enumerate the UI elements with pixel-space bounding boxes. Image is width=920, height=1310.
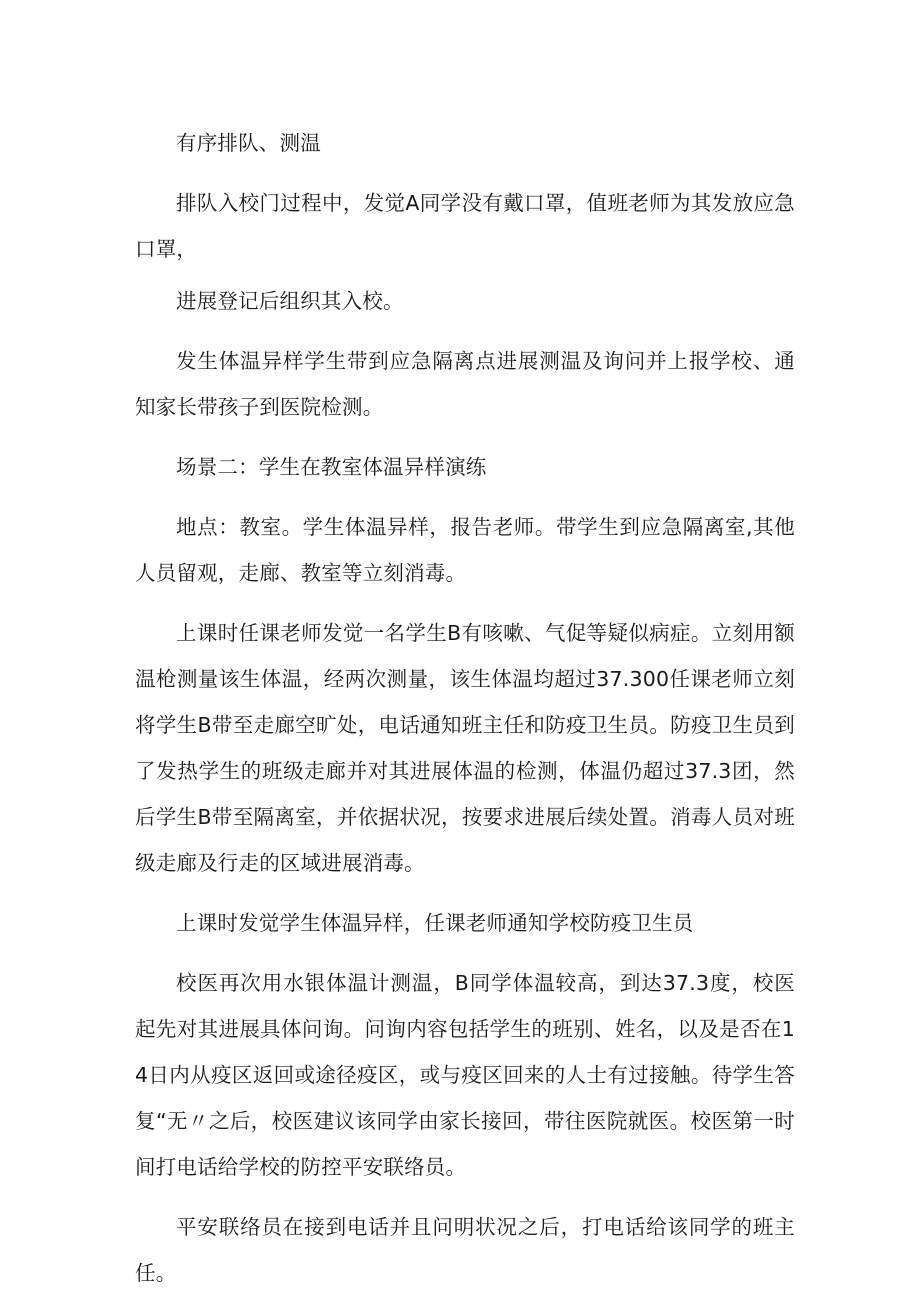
paragraph-school-doctor: 校医再次用水银体温计测温，B同学体温较高，到达37.3度，校医起先对其进展具体问询。问询内容包括学生的班别、姓名，以及是否在14日内从疫区返回或途径疫区，或与疫区回来的人士有过接触。待学生答复“无〃之后，校医建议该同学由家长接回，带往医院就医。校医第一时间打电话给学校的防控平安联络员。	[135, 971, 795, 1179]
paragraph-scenario-two-heading: 场景二：学生在教室体温异样演练	[176, 455, 487, 479]
paragraph-location-classroom: 地点：教室。学生体温异样，报告老师。带学生到应急隔离室,其他人员留观，走廊、教室等立刻消毒。	[135, 515, 795, 585]
paragraph-queue-temperature: 有序排队、测温	[176, 131, 321, 155]
paragraph-safety-contact: 平安联络员在接到电话并且问明状况之后，打电话给该同学的班主任。	[135, 1215, 795, 1285]
paragraph-student-b-symptoms: 上课时任课老师发觉一名学生B有咳嗽、气促等疑似病症。立刻用额温枪测量该生体温，经两次测量，该生体温均超过37.300任课老师立刻将学生B带至走廊空旷处，电话通知班主任和防疫卫生员。防疫卫生员到了发热学生的班级走廊并对其进展体温的检测，体温仍超过37.3团，然后学生B带至隔离室，并依据状况，按要求进展后续处置。消毒人员对班级走廊及行走的区域进展消毒。	[135, 621, 795, 875]
paragraph-teacher-notify: 上课时发觉学生体温异样，任课老师通知学校防疫卫生员	[176, 911, 694, 935]
paragraph-abnormal-temperature: 发生体温异样学生带到应急隔离点进展测温及询问并上报学校、通知家长带孩子到医院检测。	[135, 349, 795, 419]
document-body	[135, 120, 795, 1310]
paragraph-no-mask: 排队入校门过程中，发觉A同学没有戴口罩，值班老师为其发放应急口罩，	[135, 191, 795, 261]
paragraph-register-enter: 进展登记后组织其入校。	[176, 289, 404, 313]
